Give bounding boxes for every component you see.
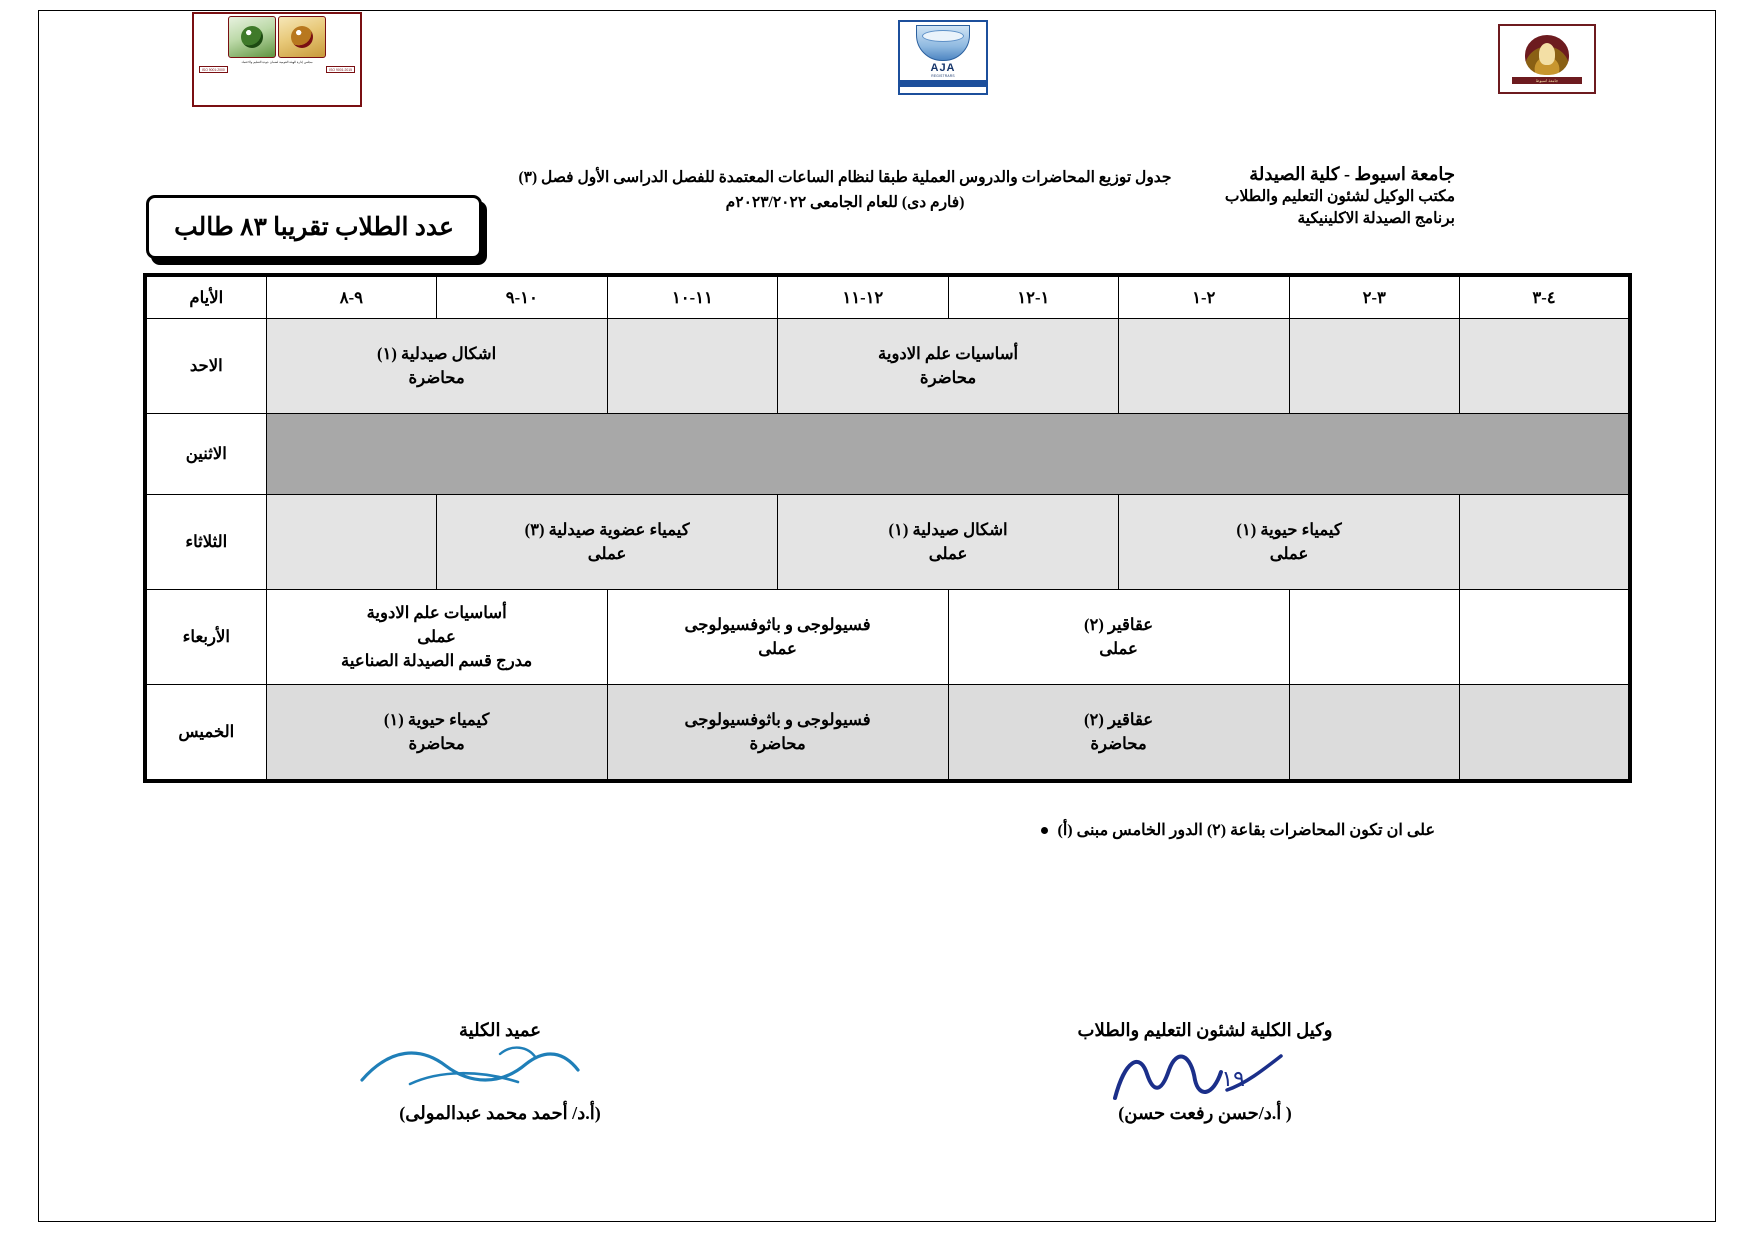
time-slot-header-1: ٩-٨ [266,275,436,319]
timetable-empty-cell [1289,685,1459,782]
timetable-session-cell [437,495,778,590]
vice-dean-title: وكيل الكلية لشئون التعليم والطلاب [1077,1020,1333,1040]
day-name-cell: الأربعاء [145,590,266,685]
timetable-session-cell [948,685,1289,782]
aja-registrars-logo [898,20,988,95]
dean-signature-block [330,1020,670,1124]
time-slot-header-2: ١٠-٩ [437,275,607,319]
accreditation-caption: مجلس إدارة الهيئة القومية لضمان جودة التعليم والاعتماد [241,60,313,64]
session-line: عملى [1269,544,1309,563]
pharmacy-seal-icon [228,16,276,58]
timetable-empty-cell [1289,590,1459,685]
aja-acronym: AJA [930,62,956,74]
time-slot-header-4: ١٢-١١ [778,275,948,319]
aja-cup-icon [916,25,970,61]
day-column-header: الأيام [145,275,266,319]
document-title: جدول توزيع المحاضرات والدروس العملية طبقا لنظام الساعات المعتمدة للفصل الدراسى الأول فصل (٣) (فارم دى) للعام الجامعى ٢٠٢٣/٢٠٢٢م [518,169,1172,211]
time-slot-header-7: ٣-٢ [1289,275,1459,319]
program-name: برنامج الصيدلة الاكلينيكية [1297,209,1455,227]
time-slot-header-8: ٤-٣ [1460,275,1630,319]
timetable-row [145,685,1630,782]
aja-subtitle: REGISTRARS [931,74,955,78]
svg-text:١٩: ١٩ [1221,1066,1245,1091]
note-text: على ان تكون المحاضرات بقاعة (٢) الدور الخامس مبنى (أ) [1057,822,1435,839]
vice-dean-name: ( أ.د/حسن رفعت حسن) [1118,1103,1292,1123]
day-name-cell: الاحد [145,319,266,414]
blocked-day-cell [266,414,1630,495]
university-logo-caption: جامعة اسيوط [1512,77,1582,84]
timetable-row [145,414,1630,495]
time-slot-header-6: ٢-١ [1119,275,1289,319]
iso-badge-right: ISO 9001:2000 [199,66,228,73]
time-slot-header-5: ١-١٢ [948,275,1118,319]
dean-title: عميد الكلية [459,1020,541,1040]
session-line: محاضرة [408,734,465,753]
session-line: محاضرة [919,368,977,387]
bullet-icon [1041,827,1048,834]
timetable-session-cell [607,685,948,782]
session-line: عملى [587,544,627,563]
students-count-badge: عدد الطلاب تقريبا ٨٣ طالب [146,195,482,259]
timetable-session-cell [778,319,1119,414]
session-line: عقاقير (٢) [1083,710,1154,730]
dean-name: (أ.د/ أحمد محمد عبدالمولى) [399,1103,601,1123]
session-line: محاضرة [749,734,806,753]
timetable-row [145,495,1630,590]
session-line: محاضرة [408,368,465,387]
timetable-header-row [145,275,1630,319]
timetable-session-cell [266,685,607,782]
timetable-empty-cell [1460,685,1630,782]
session-line: كيمياء عضوية صيدلية (٣) [524,520,690,540]
timetable-session-cell [266,319,607,414]
session-line: أساسيات علم الادوية [366,603,507,623]
timetable-empty-cell [1460,319,1630,414]
session-line: محاضرة [1090,734,1147,753]
session-line: مدرج قسم الصيدلة الصناعية [341,650,533,670]
aja-band [900,80,986,87]
time-slot-header-3: ١١-١٠ [607,275,777,319]
timetable-session-cell [607,590,948,685]
accreditation-seal-icon [278,16,326,58]
vice-dean-signature-block [995,1020,1415,1124]
university-emblem-icon [1525,35,1569,75]
session-line: أساسيات علم الادوية [878,344,1019,364]
session-line: فسيولوجى و باثوفسيولوجى [684,710,871,730]
session-line: فسيولوجى و باثوفسيولوجى [684,615,871,635]
timetable-note [1041,820,1436,840]
day-name-cell: الخميس [145,685,266,782]
day-name-cell: الاثنين [145,414,266,495]
session-line: عملى [928,544,968,563]
timetable-empty-cell [1460,590,1630,685]
timetable [143,273,1632,783]
timetable-empty-cell [607,319,777,414]
session-line: عقاقير (٢) [1083,615,1154,635]
session-line: كيمياء حيوية (١) [1236,520,1342,540]
timetable-row [145,319,1630,414]
iso-badge-left: ISO 9001:2015 [326,66,355,73]
day-name-cell: الثلاثاء [145,495,266,590]
session-line: اشكال صيدلية (١) [377,344,497,364]
timetable-empty-cell [266,495,436,590]
timetable-session-cell [266,590,607,685]
timetable-session-cell [778,495,1119,590]
timetable-session-cell [1119,495,1460,590]
session-line: اشكال صيدلية (١) [888,520,1008,540]
faculty-accreditation-logo [192,12,362,107]
timetable-session-cell [948,590,1289,685]
institution-name: جامعة اسيوط - كلية الصيدلة [1249,164,1455,184]
session-line: عملى [758,639,797,658]
session-line: عملى [417,627,456,647]
timetable-empty-cell [1460,495,1630,590]
timetable-empty-cell [1289,319,1459,414]
office-name: مكتب الوكيل لشئون التعليم والطلاب [1224,188,1455,206]
timetable-empty-cell [1119,319,1289,414]
assiut-university-logo [1498,24,1596,94]
session-line: عملى [1099,639,1138,658]
timetable-row [145,590,1630,685]
session-line: كيمياء حيوية (١) [383,710,490,730]
